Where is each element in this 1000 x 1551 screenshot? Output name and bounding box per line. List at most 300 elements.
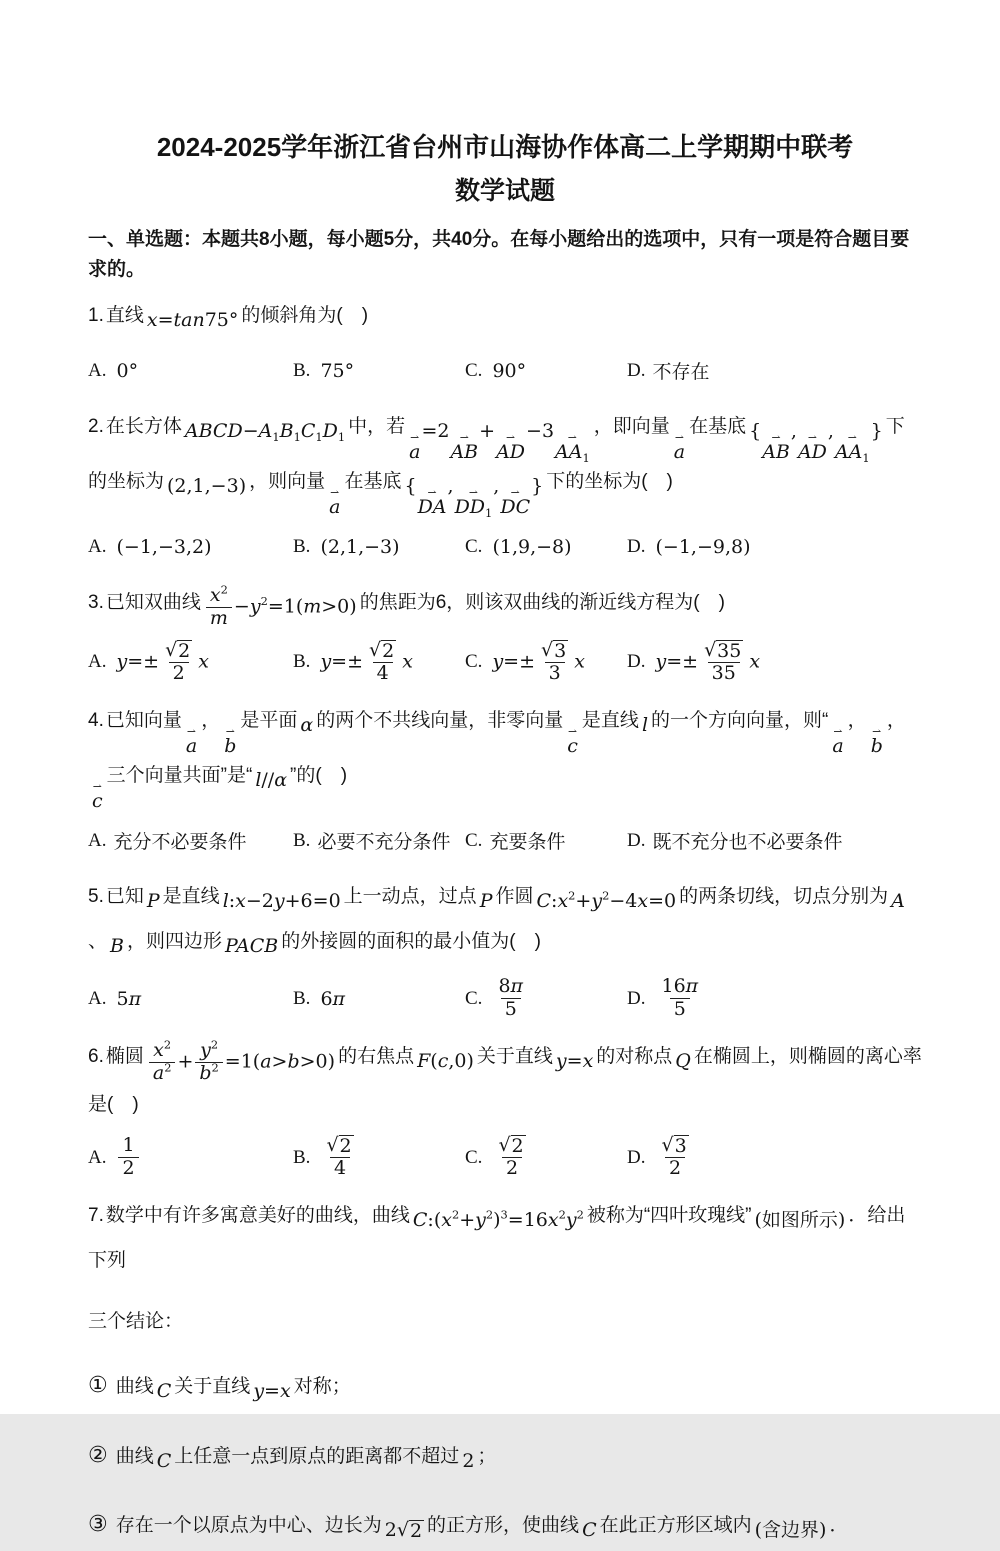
math-segment [116,1135,140,1180]
math-text: { [404,474,417,497]
vector [454,485,493,520]
stem-text: 的倾斜角为( ) [241,304,369,326]
math-variable: a [185,734,198,757]
math-variable: B [110,934,124,957]
math-text: + [459,1209,476,1232]
math-segment [755,1200,846,1241]
math-segment [413,1200,584,1241]
math-variable: b [870,734,883,757]
math-segment [223,881,341,922]
math-variable: y [492,650,504,673]
question-stem [88,701,922,811]
math-segment [537,881,677,922]
radical-sign: √ [369,639,382,662]
math-text: 2 [462,1449,475,1472]
radicand [339,1135,354,1157]
question-4 [88,701,922,861]
radicand [381,640,396,662]
math-text: , [493,474,500,497]
math-variable: a [673,440,686,463]
numerator [494,1135,529,1157]
math-segment [492,360,526,382]
vector [834,430,870,465]
math-variable: y [655,650,667,673]
math-text: 16 [661,975,686,998]
math-text: =± [331,650,364,673]
math-text: =± [666,650,699,673]
math-variable: l [222,889,229,912]
question-number: 6. [88,1046,104,1068]
math-text: ( [430,1050,438,1073]
subscript [485,506,492,520]
math-segment [328,466,341,517]
numerator [161,640,196,662]
stem-text: 必要不充分条件 [317,832,451,854]
option-label: B. [293,535,311,557]
option-label: A. [88,987,107,1009]
math-variable: a [832,734,844,757]
option-label: D. [627,535,646,557]
stem-text: 椭圆 [105,1046,144,1068]
denominator [206,607,232,630]
option-A [88,827,293,854]
math-segment [404,466,544,520]
questions [88,296,922,1551]
stem-text: 下的坐标为 [88,415,905,492]
options-row [88,1135,922,1180]
math-segment [110,926,124,967]
math-variable: π [128,987,142,1010]
fraction [700,640,747,685]
denominator [373,662,393,685]
radicand [511,1135,526,1157]
vector [870,724,883,757]
math-variable: x [402,650,413,673]
numerator [494,976,527,998]
stem-text: ； [477,1445,497,1467]
math-variable: m [303,595,322,618]
stem-text: ，则四边形 [126,930,222,952]
stem-text: 关于直线 [476,1046,553,1068]
stem-text: 的右焦点 [338,1046,415,1068]
option-C [465,360,627,382]
option-label: B. [293,829,311,851]
fraction [161,640,196,685]
math-segment [320,988,345,1010]
math-variable: A [258,419,273,442]
math-text: (−1,−3,2) [116,535,212,558]
math-text: (2,1,−3) [167,474,247,497]
numerator [537,640,572,662]
stem-text: 上任意一点到原点的距离都不超过 [174,1445,460,1467]
option-A [88,360,293,382]
math-text: , [790,419,797,442]
math-segment [185,411,345,452]
math-text: 4 [333,1157,347,1180]
math-text: ,0) [448,1050,474,1073]
question-stem [88,583,922,630]
math-segment [116,640,209,685]
vector-arrow-icon: ⇀ [92,779,102,793]
math-variable: P [479,889,493,912]
vector-arrow-icon: ⇀ [505,430,516,444]
subscript [583,451,590,465]
stem-text: 的一个方向向量，则“ [651,709,829,731]
stem-text: 充要条件 [489,832,566,854]
option-label: A. [88,359,107,381]
vector [496,430,526,463]
option-label: D. [627,651,646,673]
math-variable: l [255,768,262,791]
denominator [501,998,521,1021]
vector-base [555,440,590,465]
math-segment [320,360,354,382]
subscript [315,430,322,444]
stem-text: 的外接圆的面积的最小值为( ) [281,930,541,952]
math-variable: C [156,1379,172,1402]
math-variable: x [153,1038,164,1061]
vector-base [454,495,493,520]
radical-sign: √ [165,639,178,662]
square-root [661,1135,688,1157]
math-segment [147,1037,336,1085]
radicand [716,640,743,662]
math-text: , [447,474,454,497]
math-text: 1 [862,450,870,465]
question-stem [88,877,922,967]
circled-number: ② [88,1441,108,1467]
vector [92,779,103,812]
math-text: (2,1,−3) [320,535,400,558]
math-variable: y [116,650,128,673]
math-segment [582,1511,597,1551]
math-variable: DD [454,495,486,518]
vector [417,485,447,518]
math-variable: PACB [225,934,279,957]
vector-base [329,495,341,518]
square-root [704,640,743,662]
vector [555,430,590,465]
math-segment [417,1041,474,1082]
stem-text: 的两条切线，切点分别为 [679,885,889,907]
math-variable: x [749,650,761,673]
math-segment [492,1135,531,1180]
stem-text: 数学中有许多寓意美好的曲线，曲线 [105,1205,410,1227]
question-number: 2. [88,415,104,437]
section-header: 一、单选题：本题共8小题，每小题5分，共40分。在每小题给出的选项中，只有一项是符合题目要求的。 [88,229,910,281]
math-text: 75° [320,359,355,382]
question-1 [88,296,922,391]
option-D [627,357,922,384]
math-text: 2 [220,582,228,597]
math-text: (−1,−9,8) [655,535,751,558]
vector-base [92,789,103,812]
stem-text: 充分不必要条件 [113,832,247,854]
math-variable: y [565,1209,577,1232]
option-D [627,827,922,854]
math-variable: y [555,1050,567,1073]
vector-arrow-icon: ⇀ [872,724,882,738]
math-variable: π [685,975,699,998]
stem-text: 曲线 [115,1375,154,1397]
math-segment [749,411,883,465]
conclusions-intro [88,1302,922,1342]
numerator [149,1037,175,1062]
stem-text: 在基底 [689,415,747,437]
math-text: 2 [211,1060,219,1075]
vector [409,430,421,463]
question-stem [88,296,922,341]
question-number: 5. [88,885,104,907]
math-text: 1 [293,429,301,444]
stem-text: 、 [88,930,108,952]
math-segment [225,926,278,967]
stem-text: ． [829,1515,849,1537]
radical-sign: √ [541,639,554,662]
option-label: A. [88,829,107,851]
math-variable: A [891,889,905,912]
math-text: 2 [602,888,610,903]
math-variable: x [574,650,585,673]
math-variable: α [274,768,288,791]
radicand [553,640,568,662]
vector-base [870,734,883,757]
math-text: 2 [558,1207,566,1222]
vector-arrow-icon: ⇀ [427,485,437,499]
math-segment [91,760,104,811]
math-variable: DA [417,495,447,518]
square-root [326,1135,353,1157]
stem-text: ，即向量 [593,415,670,437]
math-text: 1 [315,429,323,444]
question-number: 4. [88,709,104,731]
math-segment [204,582,357,630]
vector [762,430,790,463]
math-variable: x [582,1050,594,1073]
option-label: A. [88,535,107,557]
math-segment [147,881,160,922]
math-text: 90° [492,359,527,382]
options-row [88,351,922,391]
option-D [627,1135,922,1180]
option-label: D. [627,359,646,381]
square-root [165,640,192,662]
math-segment [157,1372,172,1412]
option-B [293,827,465,854]
vector [329,485,341,518]
numerator [700,640,747,662]
vector-base [224,734,237,757]
math-text: − [242,419,259,442]
math-variable: π [332,987,346,1010]
fraction [657,1135,692,1180]
vector-arrow-icon: ⇀ [771,430,781,444]
math-text: 2 [451,1207,460,1222]
math-text: 35 [711,661,736,684]
vector [832,724,844,757]
option-label: C. [465,1146,483,1168]
vector [567,724,578,757]
math-variable: l [641,713,649,736]
math-text: =± [503,650,536,673]
option-C [465,827,627,854]
math-segment [642,705,648,746]
vector-arrow-icon: ⇀ [567,430,577,444]
stem-text: 已知双曲线 [105,591,201,613]
math-variable: α [300,713,314,736]
option-C [465,536,627,558]
vector-base [762,440,790,463]
math-text: (含边界) [754,1519,827,1542]
stem-text: 既不充分也不必要条件 [652,832,843,854]
math-variable: C [536,889,552,912]
question-6 [88,1037,922,1180]
math-text: =2 [421,419,450,442]
math-text: : [228,889,236,912]
denominator [708,662,740,685]
math-variable: x [547,1209,559,1232]
question-5 [88,877,922,1021]
math-text: 2 [384,1519,397,1542]
math-variable: AB [450,440,479,463]
math-text: 2 [511,1135,524,1158]
stem-text: 对称； [293,1375,351,1397]
vector-arrow-icon: ⇀ [567,724,578,738]
stem-text: 三个结论： [88,1310,184,1332]
fraction [365,640,400,685]
math-text: 4 [376,661,389,684]
option-B [293,1135,465,1180]
vector [500,485,531,518]
option-label: B. [293,1146,311,1168]
stem-text: 关于直线 [174,1375,251,1397]
stem-text: 是平面 [240,709,298,731]
stem-text: 曲线 [115,1445,154,1467]
vector-base [834,440,870,465]
vector-arrow-icon: ⇀ [807,430,818,444]
radicand [177,640,192,662]
math-text: −2 [245,889,274,912]
math-segment [462,1442,474,1482]
vector-base [185,734,198,757]
stem-text: 在椭圆上，则椭圆的离心率是( ) [88,1046,922,1115]
option-label: C. [465,987,483,1009]
math-segment [566,705,579,756]
math-text: 2 [178,640,191,663]
vector-base [496,440,526,463]
math-text: + [479,419,496,442]
math-segment [116,360,138,382]
circled-number: ③ [88,1511,108,1537]
vector-arrow-icon: ⇀ [674,430,685,444]
option-label: B. [293,359,311,381]
vector-arrow-icon: ⇀ [330,485,340,499]
subscript [294,430,301,444]
math-segment [385,1511,424,1551]
options-row [88,527,922,567]
stem-text: 中，若 [348,415,406,437]
math-text: + [177,1050,194,1073]
math-variable: AB [762,440,790,463]
option-A [88,536,293,558]
math-segment [755,1511,827,1551]
math-variable: AD [496,440,526,463]
question-3 [88,583,922,685]
math-text: 0° [116,359,139,382]
numerator [196,1037,222,1062]
math-segment [223,705,237,756]
math-text: >0) [299,1050,336,1073]
math-text: 5 [116,987,129,1010]
math-text: } [870,419,883,442]
math-text: 6 [320,987,333,1010]
math-variable: AA [555,440,583,463]
option-D [627,536,922,558]
math-text: 1 [272,429,280,444]
math-text: + [575,889,592,912]
math-segment [655,640,760,685]
math-text: 2 [339,1135,352,1158]
math-variable: y [200,1038,211,1061]
stem-text: 的焦距为6，则该双曲线的渐近线方程为( ) [359,591,725,613]
math-variable: b [224,734,237,757]
math-text: { [749,419,762,442]
subscript [862,451,869,465]
math-variable: AA [834,440,863,463]
math-text: =16 [507,1209,548,1232]
radical-sign: √ [326,1134,339,1157]
question-7 [88,1196,922,1551]
math-variable: x [637,889,649,912]
math-segment [891,881,905,922]
math-segment [655,1135,694,1180]
math-segment [655,976,704,1021]
math-segment [870,705,884,756]
math-variable: c [437,1050,449,1073]
math-segment [673,411,686,462]
math-variable: a [152,1061,165,1084]
option-A [88,640,293,685]
math-segment [492,536,571,558]
superscript [261,594,268,608]
option-label: B. [293,651,311,673]
stem-text: ”的( ) [290,764,348,786]
denominator [118,1157,138,1180]
math-text: =± [127,650,160,673]
stem-text: 是直线 [162,885,220,907]
fraction [206,582,232,630]
math-segment [167,466,246,507]
math-variable: x [235,889,246,912]
numerator [657,1135,692,1157]
math-segment [185,705,198,756]
vector [797,430,827,463]
vector-arrow-icon: ⇀ [468,485,479,499]
math-variable: a [409,440,421,463]
math-text: 8 [498,975,511,998]
option-label: D. [627,987,646,1009]
option-B [293,988,465,1010]
stem-text: 是直线 [581,709,639,731]
math-segment [320,536,399,558]
math-text: >0) [321,595,357,618]
option-label: C. [465,829,483,851]
math-segment [556,1041,593,1082]
math-text: ) [493,1209,501,1232]
fraction [657,976,702,1021]
math-segment [675,1041,691,1082]
stem-text: 上一动点，过点 [343,885,477,907]
